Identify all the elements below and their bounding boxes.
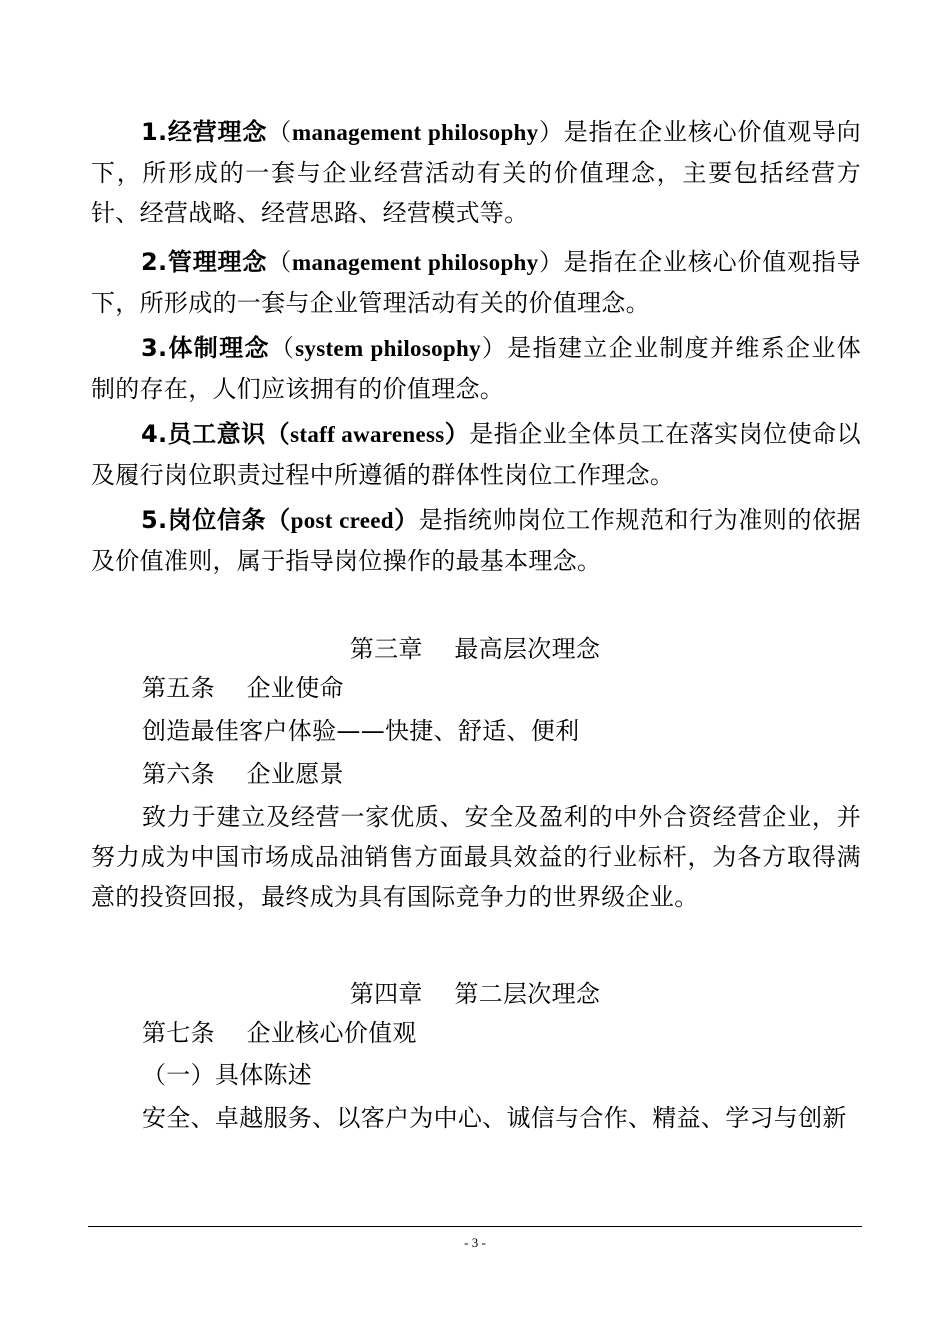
page-number: - 3 -	[464, 1235, 486, 1250]
close-paren: ）	[393, 506, 419, 534]
article-6-text: 致力于建立及经营一家优质、安全及盈利的中外合资经营企业，并努力成为中国市场成品油销售方面最具效益的行业标杆，为各方取得满意的投资回报，最终成为具有国际竞争力的世界级企业。	[91, 803, 861, 911]
open-paren: （	[267, 248, 292, 276]
core-values-text: 安全、卓越服务、以客户为中心、诚信与合作、精益、学习与创新	[142, 1104, 847, 1132]
definition-english-term: management philosophy	[292, 120, 539, 145]
definition-number: 1.	[141, 118, 168, 146]
definition-3	[91, 328, 861, 409]
definition-text: 是指在企业核心价值观指导下，所形成的一套与企业管理活动有关的价值理念。	[91, 248, 861, 317]
open-paren: （	[269, 334, 296, 362]
definition-text: 是指建立企业制度并维系企业体制的存在，人们应该拥有的价值理念。	[91, 334, 861, 403]
definition-1	[91, 112, 861, 233]
definition-number: 5.	[141, 506, 168, 534]
definition-english-term: management philosophy	[292, 250, 539, 275]
definition-english-term: staff awareness	[290, 422, 445, 447]
article-6-title: 第六条 企业愿景	[142, 760, 344, 788]
article-7-title: 第七条 企业核心价值观	[142, 1019, 417, 1047]
definition-term: 岗位信条	[167, 506, 267, 534]
definition-text: 是指统帅岗位工作规范和行为准则的依据及价值准则，属于指导岗位操作的最基本理念。	[91, 506, 861, 575]
article-5-title: 第五条 企业使命	[142, 674, 344, 702]
open-paren: （	[265, 420, 291, 448]
definition-term: 体制理念	[167, 334, 270, 362]
definition-number: 3.	[141, 334, 168, 362]
open-paren: （	[267, 118, 292, 146]
close-paren: ）	[444, 420, 470, 448]
definition-5	[91, 500, 861, 581]
definition-text: 是指在企业核心价值观导向下，所形成的一套与企业经营活动有关的价值理念，主要包括经营方针、经营战略、经营思路、经营模式等。	[91, 118, 861, 227]
definition-number: 4.	[141, 420, 168, 448]
definition-term: 员工意识	[167, 420, 266, 448]
open-paren: （	[266, 506, 291, 534]
definition-term: 管理理念	[167, 248, 268, 276]
definition-english-term: post creed	[290, 508, 394, 533]
subsection-title: （一）具体陈述	[142, 1061, 313, 1089]
definition-term: 经营理念	[167, 118, 268, 146]
definition-english-term: system philosophy	[295, 336, 481, 361]
definition-number: 2.	[141, 248, 168, 276]
definition-text: 是指企业全体员工在落实岗位使命以及履行岗位职责过程中所遵循的群体性岗位工作理念。	[91, 420, 861, 489]
article-5-text: 创造最佳客户体验——快捷、舒适、便利	[142, 717, 580, 745]
definition-4	[91, 414, 861, 495]
close-paren: ）	[538, 118, 564, 146]
close-paren: ）	[480, 334, 508, 362]
footer-divider	[88, 1226, 862, 1227]
close-paren: ）	[538, 248, 564, 276]
chapter-4-heading: 第四章 第二层次理念	[349, 980, 601, 1008]
definition-2	[91, 242, 861, 323]
chapter-3-heading: 第三章 最高层次理念	[349, 635, 601, 663]
